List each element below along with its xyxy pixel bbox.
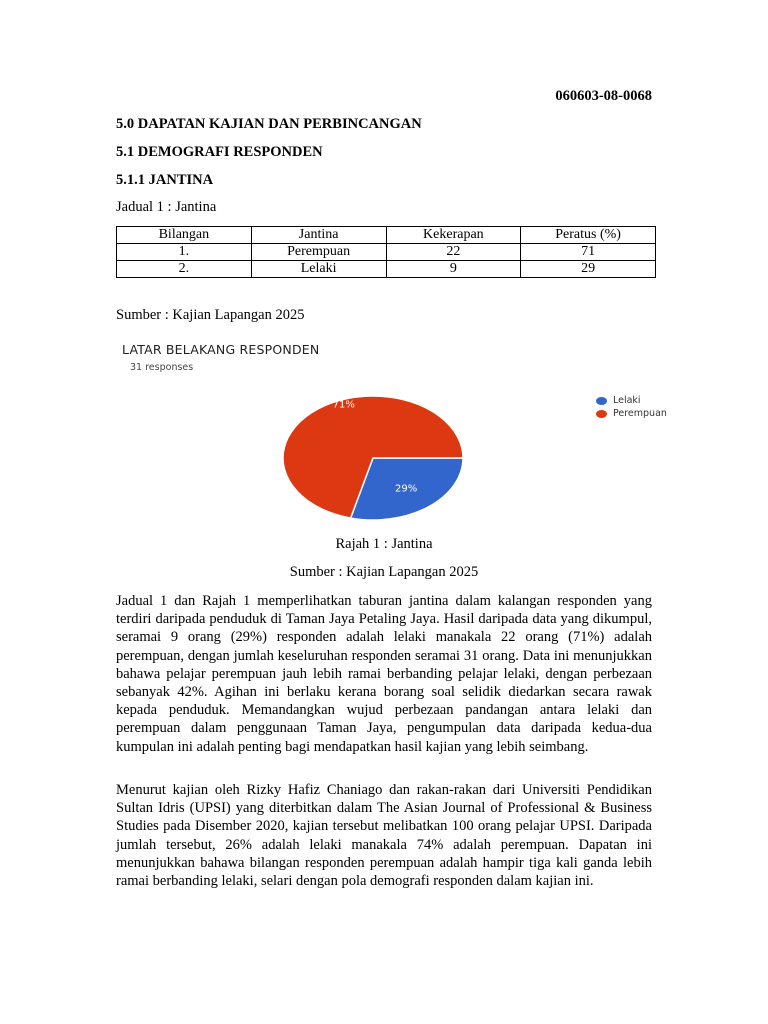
table-cell: Lelaki bbox=[251, 261, 386, 278]
body-paragraph: Menurut kajian oleh Rizky Hafiz Chaniago dan rakan-rakan dari Universiti Pendidikan Sultan Idris (UPSI) yang diterbitkan dalam The Asian Journal of Professional & Business Studies pada Disember 2020, kajian tersebut melibatkan 100 orang pelajar UPSI. Daripada jumlah tersebut, 26% adalah lelaki manakala 74% adalah perempuan. Dapatan ini menunjukkan bahawa bilangan responden perempuan adalah hampir tiga kali ganda lebih ramai berbanding lelaki, selari dengan pola demografi responden dalam kajian ini. bbox=[116, 782, 652, 890]
subsection-heading: 5.1 DEMOGRAFI RESPONDEN bbox=[116, 144, 323, 160]
figure-caption: Rajah 1 : Jantina bbox=[335, 536, 433, 552]
table-cell: 2. bbox=[117, 261, 252, 278]
legend-item-lelaki bbox=[596, 394, 667, 407]
table-cell: 29 bbox=[521, 261, 656, 278]
subsubsection-heading: 5.1.1 JANTINA bbox=[116, 172, 214, 188]
gender-table bbox=[116, 226, 656, 278]
figure-source: Sumber : Kajian Lapangan 2025 bbox=[289, 564, 479, 580]
chart-subtitle: 31 responses bbox=[130, 362, 194, 373]
legend-swatch bbox=[596, 410, 607, 418]
table-header-row bbox=[117, 227, 656, 244]
legend-label: Perempuan bbox=[613, 408, 667, 419]
section-heading: 5.0 DAPATAN KAJIAN DAN PERBINCANGAN bbox=[116, 116, 422, 132]
legend-swatch bbox=[596, 397, 607, 405]
table-cell: 1. bbox=[117, 244, 252, 261]
table-cell: 71 bbox=[521, 244, 656, 261]
table-row bbox=[117, 244, 656, 261]
table-caption: Jadual 1 : Jantina bbox=[116, 199, 217, 215]
pie-chart bbox=[116, 336, 696, 526]
pie-slice-label: 29% bbox=[394, 483, 418, 495]
table-cell: Perempuan bbox=[251, 244, 386, 261]
table-row bbox=[117, 261, 656, 278]
body-paragraph: Jadual 1 dan Rajah 1 memperlihatkan taburan jantina dalam kalangan responden yang terdiri daripada penduduk di Taman Jaya Petaling Jaya. Hasil daripada data yang dikumpul, seramai 9 orang (29%) responden adalah lelaki manakala 22 orang (71%) adalah perempuan, dengan jumlah keseluruhan responden seramai 31 orang. Data ini menunjukkan bahawa pelajar perempuan jauh lebih ramai berbanding pelajar lelaki, dengan perbezaan sebanyak 42%. Agihan ini berlaku kerana borang soal selidik diedarkan secara rawak kepada penduduk. Memandangkan wujud perbezaan pandangan antara lelaki dan perempuan dalam penggunaan Taman Jaya, pengumpulan data daripada kedua-dua kumpulan ini adalah penting bagi mendapatkan hasil kajian yang lebih seimbang. bbox=[116, 593, 652, 755]
table-header-cell: Peratus (%) bbox=[521, 227, 656, 244]
table-header-cell: Jantina bbox=[251, 227, 386, 244]
table-cell: 22 bbox=[386, 244, 521, 261]
table-header-cell: Kekerapan bbox=[386, 227, 521, 244]
pie-slice-label: 71% bbox=[332, 399, 355, 411]
table-source: Sumber : Kajian Lapangan 2025 bbox=[116, 307, 305, 323]
document-id: 060603-08-0068 bbox=[555, 88, 652, 104]
legend-item-perempuan bbox=[596, 407, 667, 420]
legend-label: Lelaki bbox=[613, 395, 641, 406]
chart-legend bbox=[596, 394, 667, 420]
table-header-cell: Bilangan bbox=[117, 227, 252, 244]
pie-chart-figure bbox=[116, 336, 696, 526]
table-cell: 9 bbox=[386, 261, 521, 278]
chart-title: LATAR BELAKANG RESPONDEN bbox=[122, 342, 320, 357]
